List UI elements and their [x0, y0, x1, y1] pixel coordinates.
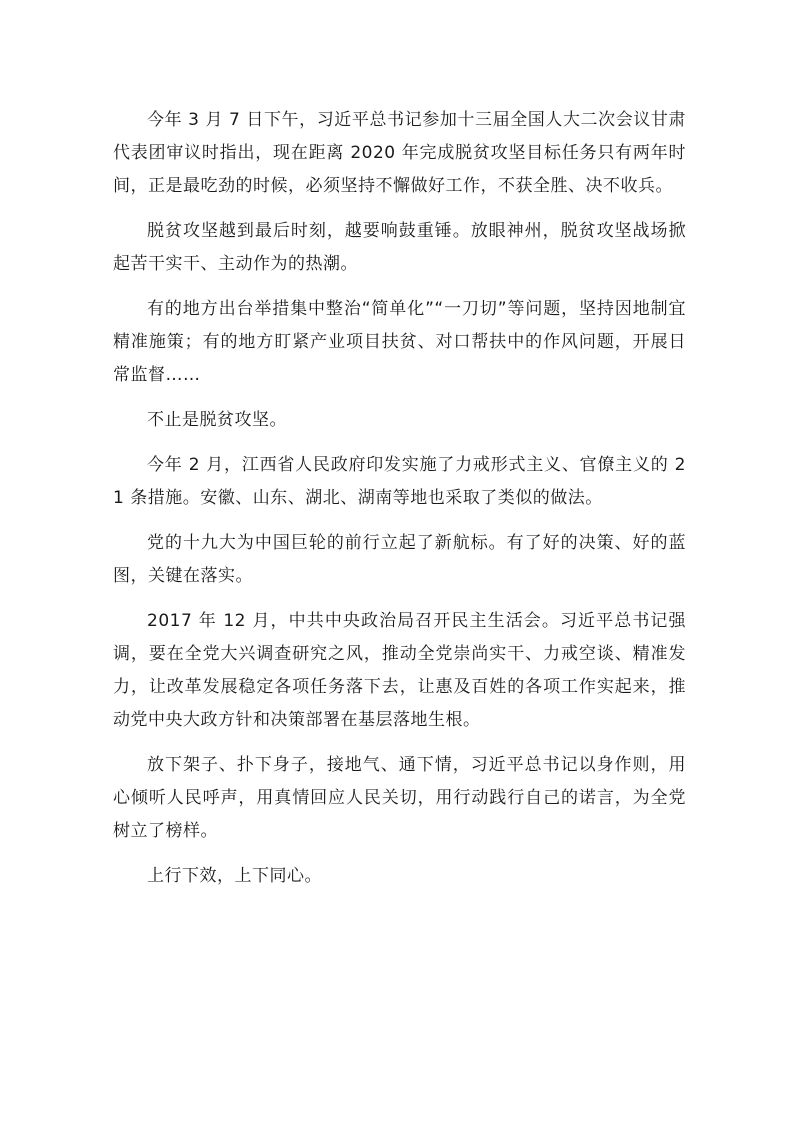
paragraph: 放下架子、扑下身子，接地气、通下情，习近平总书记以身作则，用心倾听人民呼声，用真情回应人民关切，用行动践行自己的诺言，为全党树立了榜样。 [113, 755, 686, 841]
paragraph: 上行下效，上下同心。 [147, 866, 322, 886]
paragraph: 2017 年 12 月，中共中央政治局召开民主生活会。习近平总书记强调，要在全党大兴调查研究之风，推动全党崇尚实干、力戒空谈、精准发力，让改革发展稳定各项任务落下去，让惠及百姓的各项工作实起来，推动党中央大政方针和决策部署在基层落地生根。 [113, 611, 686, 730]
paragraph: 不止是脱贫攻坚。 [147, 410, 287, 430]
document-body [113, 104, 686, 905]
paragraph: 今年 3 月 7 日下午，习近平总书记参加十三届全国人大二次会议甘肃代表团审议时指出，现在距离 2020 年完成脱贫攻坚目标任务只有两年时间，正是最吃劲的时候，必须坚持不懈做好工作，不获全胜、决不收兵。 [113, 110, 686, 196]
paragraph: 脱贫攻坚越到最后时刻，越要响鼓重锤。放眼神州，脱贫攻坚战场掀起苦干实干、主动作为的热潮。 [113, 221, 686, 274]
paragraph: 党的十九大为中国巨轮的前行立起了新航标。有了好的决策、好的蓝图，关键在落实。 [113, 533, 686, 586]
paragraph: 有的地方出台举措集中整治“简单化”“一刀切”等问题，坚持因地制宜精准施策；有的地方盯紧产业项目扶贫、对口帮扶中的作风问题，开展日常监督…… [113, 299, 686, 385]
paragraph: 今年 2 月，江西省人民政府印发实施了力戒形式主义、官僚主义的 21 条措施。安徽、山东、湖北、湖南等地也采取了类似的做法。 [113, 455, 686, 508]
